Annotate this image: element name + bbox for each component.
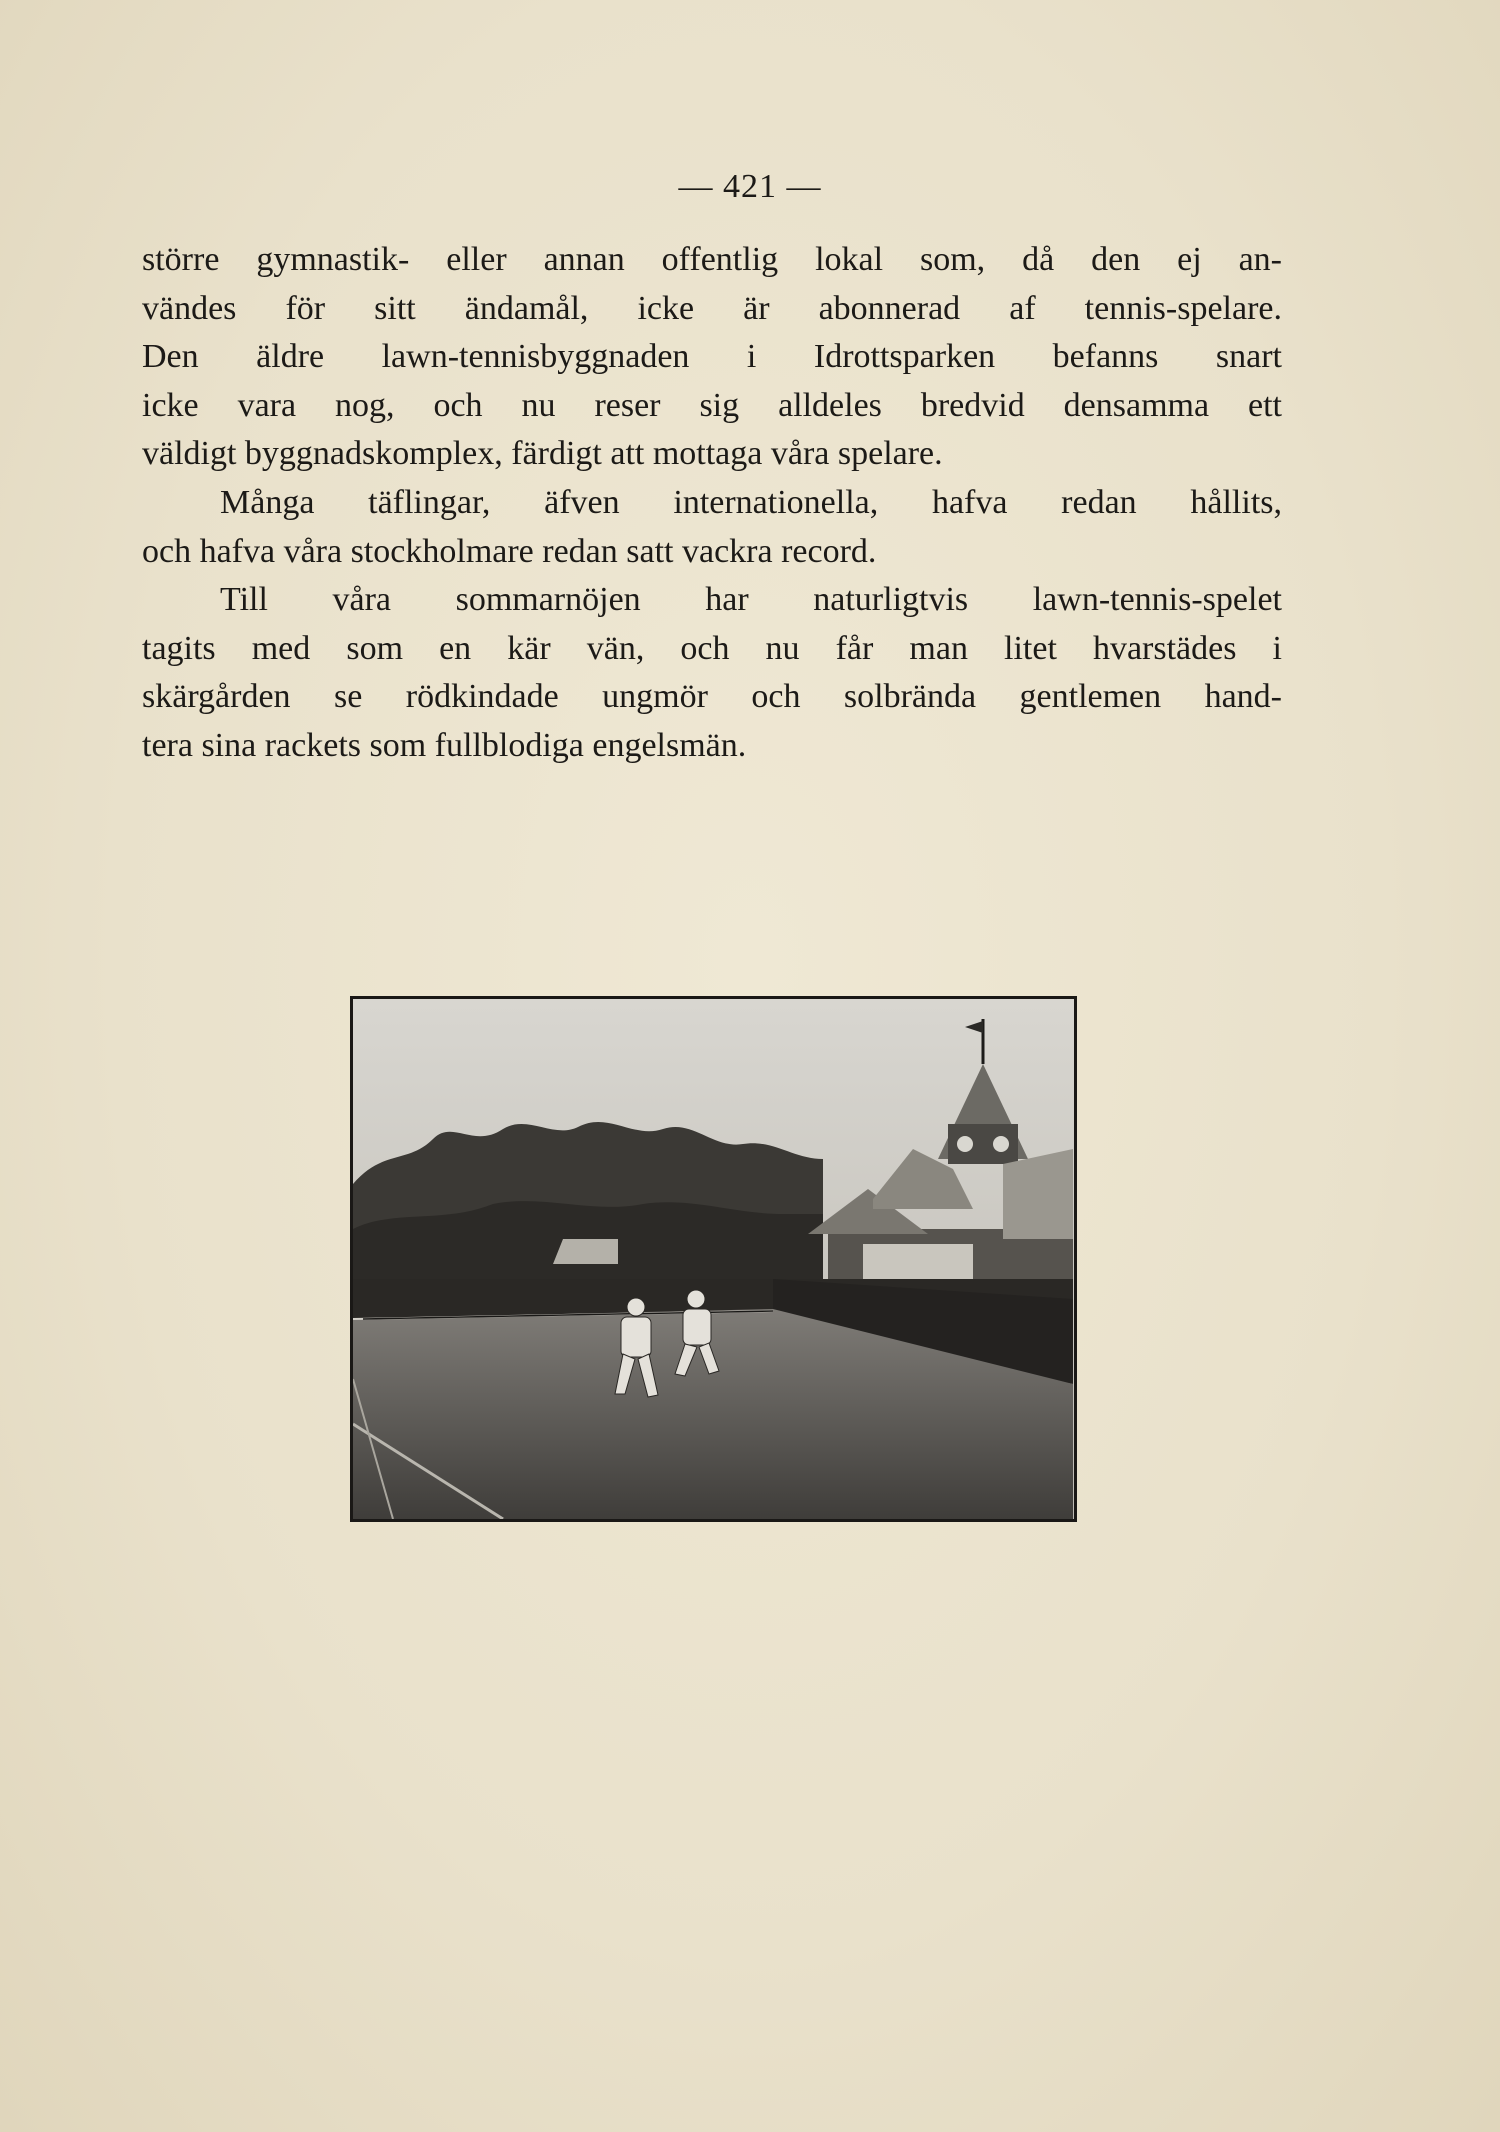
text-line: Till våra sommarnöjen har naturligtvis lawn-tennis-spelet	[220, 581, 1282, 619]
text-line: vändes för sitt ändamål, icke är abonnerad af tennis-spelare.	[142, 289, 1282, 327]
tennis-match-photograph-icon	[353, 999, 1074, 1519]
text-line: större gymnastik- eller annan offentlig lokal som, då den ej an-	[142, 241, 1282, 278]
text-line: tagits med som en kär vän, och nu får man litet hvarstädes i	[142, 629, 1282, 667]
text-line: och hafva våra stockholmare redan satt vackra record.	[142, 532, 877, 570]
text-line: icke vara nog, och nu reser sig alldeles bredvid densamma ett	[142, 386, 1282, 424]
tennis-match-photograph	[350, 996, 1077, 1522]
text-line: Den äldre lawn-tennisbyggnaden i Idrottsparken befanns snart	[142, 338, 1282, 376]
page-number: — 421 —	[678, 168, 822, 205]
text-line: Många täflingar, äfven internationella, hafva redan hållits,	[220, 483, 1282, 521]
text-line: väldigt byggnadskomplex, färdigt att mottaga våra spelare.	[142, 435, 943, 473]
text-line: tera sina rackets som fullblodiga engelsmän.	[142, 726, 747, 764]
body-text	[142, 236, 1282, 771]
text-line: skärgården se rödkindade ungmör och solbrända gentlemen hand-	[142, 678, 1282, 716]
